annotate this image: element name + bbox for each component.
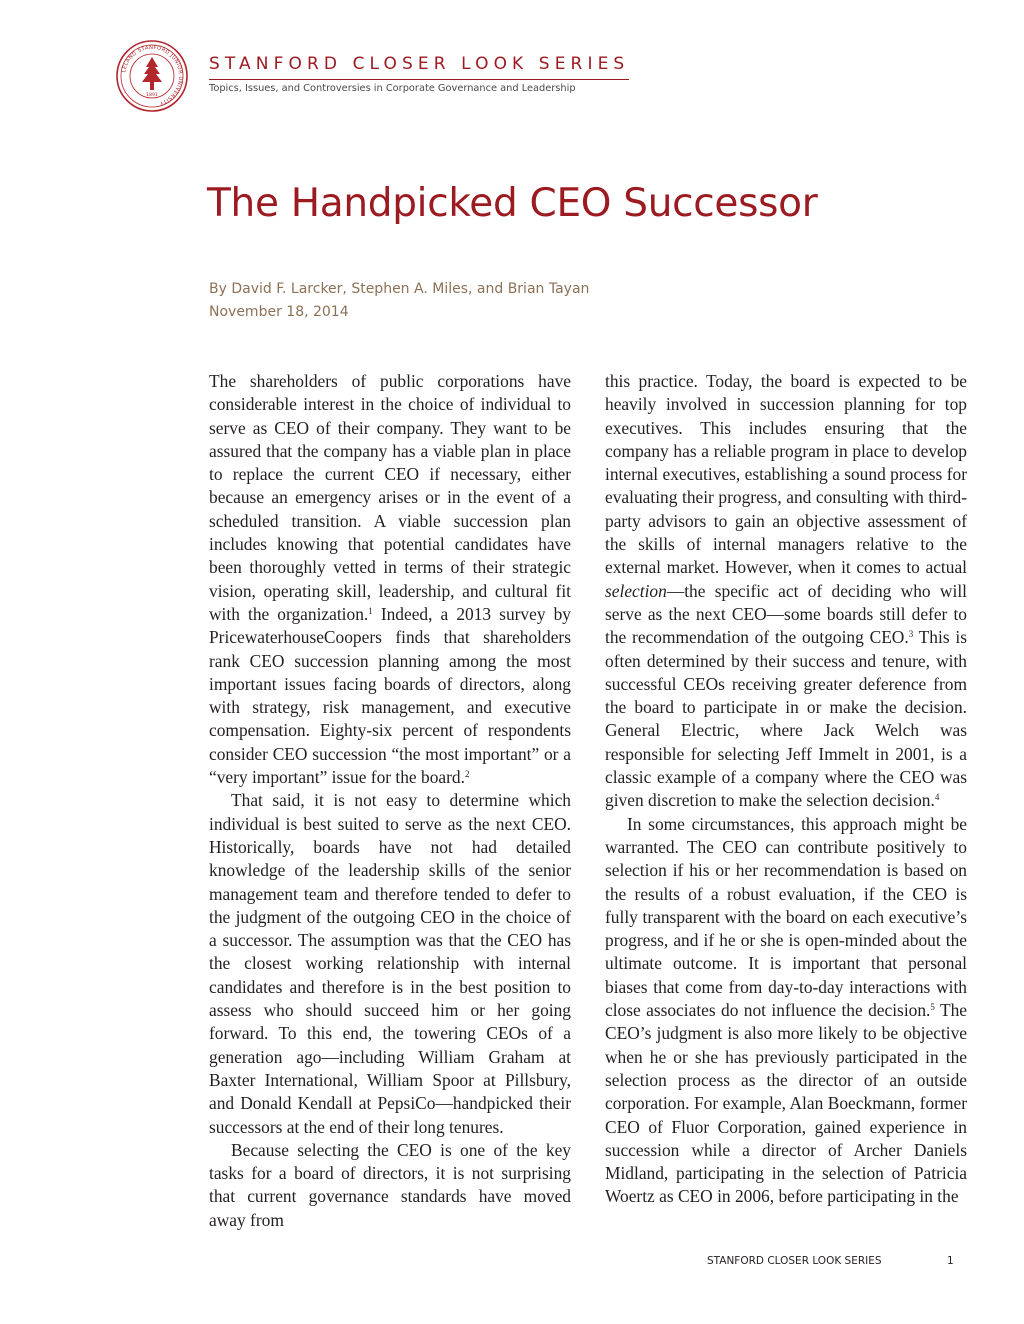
footnote-ref: 2 [464, 769, 470, 780]
body-column-left [209, 370, 571, 1232]
footnote-ref: 5 [930, 1002, 935, 1013]
publication-date: November 18, 2014 [209, 304, 349, 320]
stanford-seal-logo [116, 40, 188, 112]
footer-series-label: STANFORD CLOSER LOOK SERIES [707, 1255, 882, 1267]
footnote-ref: 3 [908, 629, 914, 640]
tree-icon [142, 57, 162, 90]
page-number: 1 [947, 1255, 954, 1267]
footnote-ref: 1 [368, 605, 373, 616]
body-column-right [605, 370, 967, 1209]
document-title: The Handpicked CEO Successor [207, 181, 818, 226]
paragraph: Because selecting the CEO is one of the key tasks for a board of directors, it is not surprising that current governance standards have moved away from [209, 1139, 571, 1230]
series-title: STANFORD CLOSER LOOK SERIES [209, 54, 629, 80]
paragraph: this practice. Today, the board is expected to be heavily involved in succession planning for top executives. This includes ensuring that the company has a reliable program in place to develop internal executives, establishing a sound process for evaluating their progress, and consulting with third-party advisors to gain an objective assessment of the skills of internal managers relative to the external market. However, when it comes to actual selection—the specific act of deciding who will serve as the next CEO—some boards still defer to the recommendation of the outgoing CEO.$^3$ This is often determined by their success and tenure, with successful CEOs receiving greater deference from the board to participate in or make the decision. General Electric, where Jack Welch was responsible for selecting Jeff Immelt in 2001, is a classic example of a company where the CEO was given discretion to make the selection decision.$^4$ [605, 371, 967, 811]
byline: By David F. Larcker, Stephen A. Miles, and Brian Tayan [209, 281, 590, 297]
series-subtitle: Topics, Issues, and Controversies in Corporate Governance and Leadership [209, 83, 576, 94]
paragraph: That said, it is not easy to determine which individual is best suited to serve as the next CEO. Historically, boards have not had detailed knowledge of the leadership skills of the senior management team and therefore tended to defer to the judgment of the outgoing CEO in the choice of a successor. The assumption was that the CEO has the closest working relationship with internal candidates and therefore is in the best position to assess who should succeed him or her going forward. To this end, the towering CEOs of a generation ago—including William Graham at Baxter International, William Spoor at Pillsbury, and Donald Kendall at PepsiCo—handpicked their successors at the end of their long tenures. [209, 790, 571, 1137]
seal-text: LELAND STANFORD JUNIOR UNIVERSITY [121, 44, 184, 106]
footnote-ref: 4 [934, 792, 940, 803]
paragraph: The shareholders of public corporations have considerable interest in the choice of individual to serve as CEO of their company. They want to be assured that the company has a viable plan in place to replace the current CEO if necessary, either because an emergency arises or in the event of a scheduled transition. A viable succession plan includes knowing that potential candidates have been thoroughly vetted in terms of their strategic vision, operating skill, leadership, and cultural fit with the organization.$^1$ Indeed, a 2013 survey by PricewaterhouseCoopers finds that shareholders rank CEO succession planning among the most important issues facing boards of directors, along with strategy, risk management, and executive compensation. Eighty-six percent of respondents consider CEO succession “the most important” or a “very important” issue for the board.$^2$ [209, 371, 571, 788]
paragraph: In some circumstances, this approach might be warranted. The CEO can contribute positively to selection if his or her recommendation is based on the results of a robust evaluation, if the CEO is fully transparent with the board on each executive’s progress, and if he or she is open-minded about the ultimate outcome. It is important that personal biases that come from day-to-day interactions with close associates do not influence the decision.$^5$ The CEO’s judgment is also more likely to be objective when he or she has previously participated in the selection process as the director of an outside corporation. For example, Alan Boeckmann, former CEO of Fluor Corporation, gained experience in succession while a director of Archer Daniels Midland, participating in the selection of Patricia Woertz as CEO in 2006, before participating in the [605, 813, 967, 1207]
seal-year: 1891 [146, 93, 158, 98]
